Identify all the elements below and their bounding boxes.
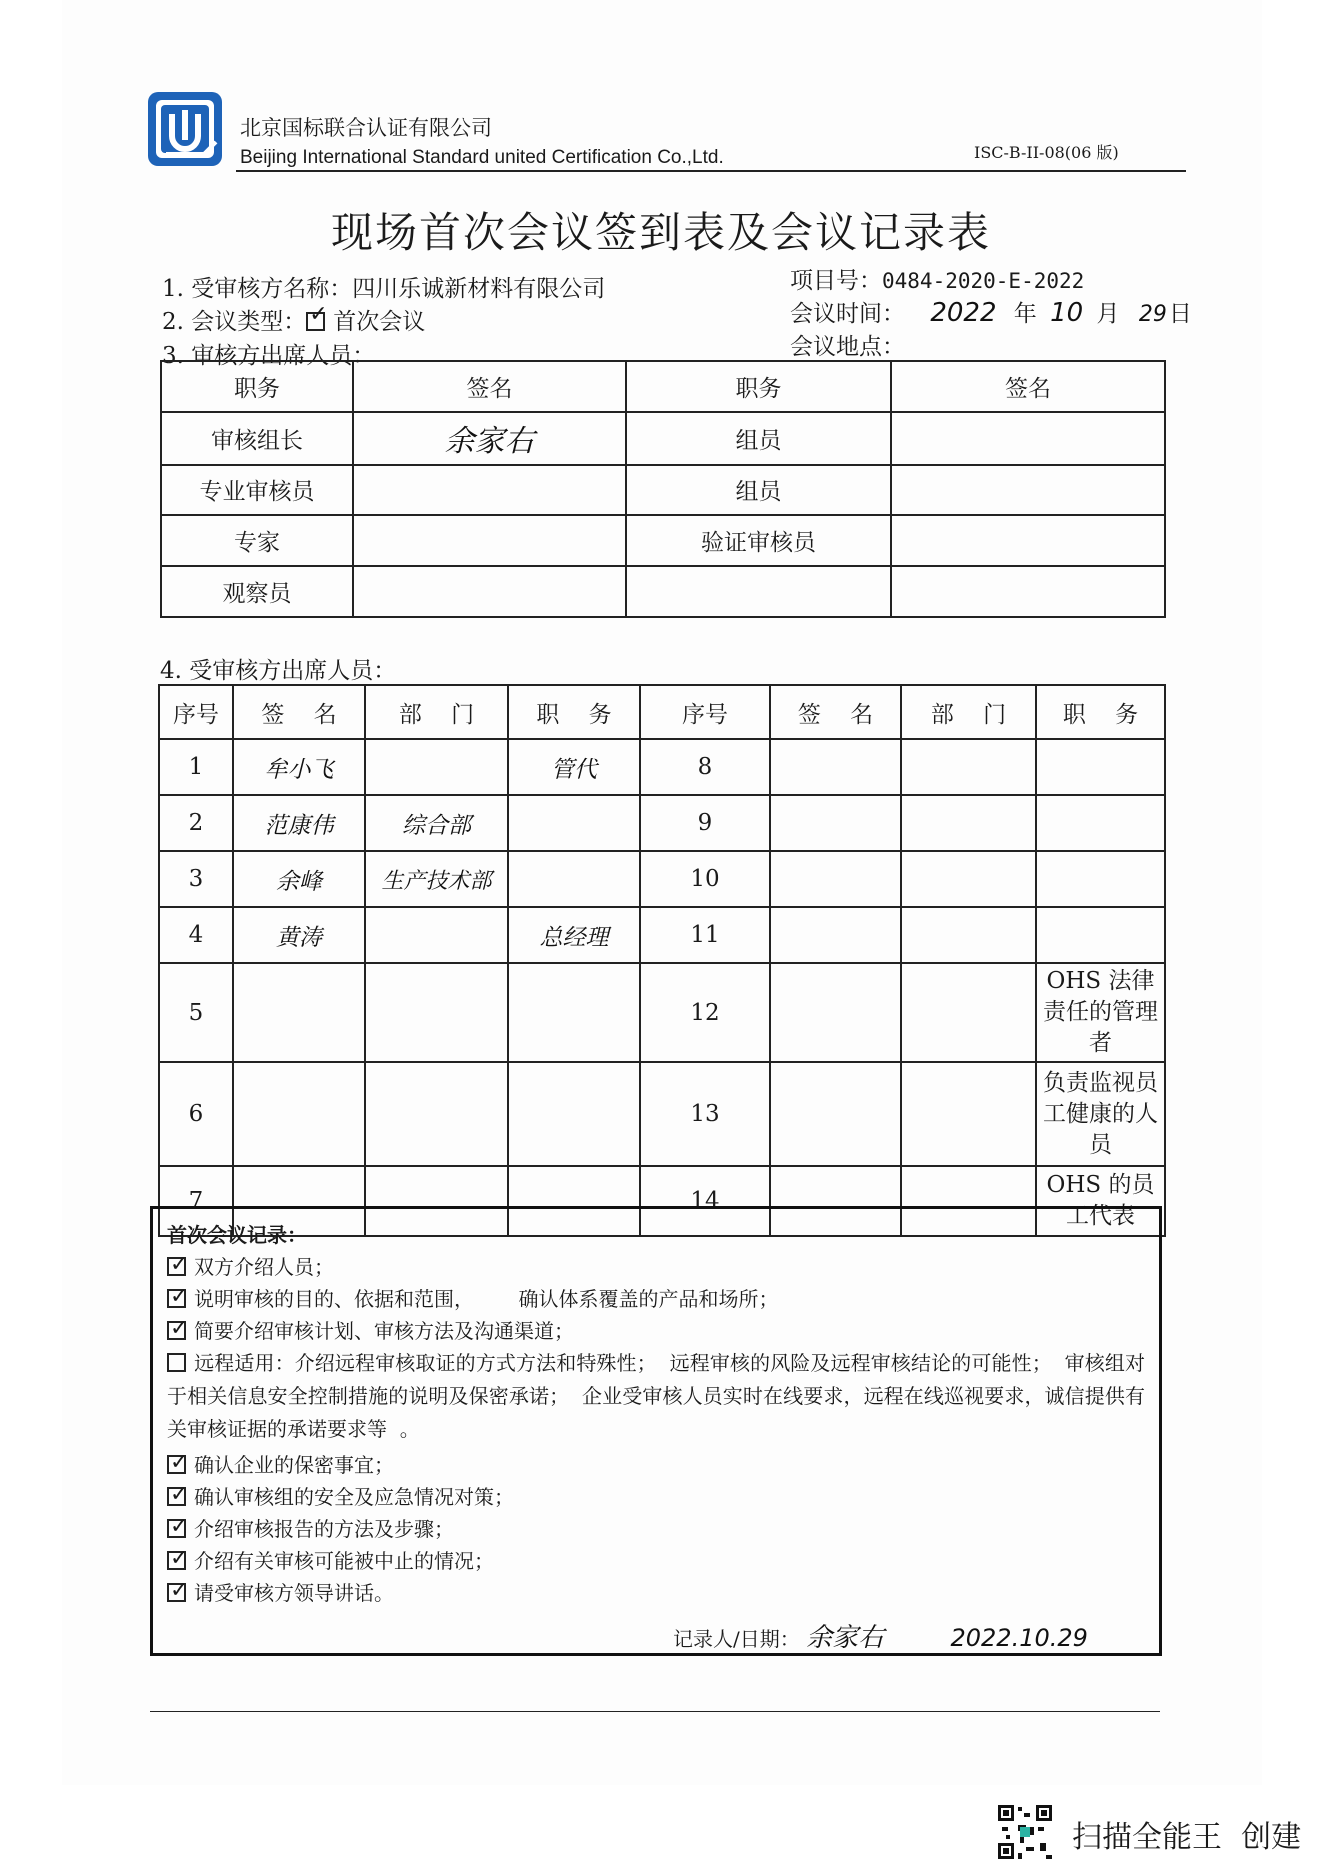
meeting-type-row (162, 303, 425, 336)
position-cell[interactable] (1036, 907, 1165, 963)
row-number: 4 (159, 907, 233, 963)
role-cell: 观察员 (161, 566, 353, 617)
checkbox[interactable] (167, 1353, 186, 1372)
signature-cell[interactable] (891, 515, 1165, 566)
header-sign-left: 签名 (353, 361, 626, 412)
minutes-item-text: 简要介绍审核计划、审核方法及沟通渠道； (194, 1319, 574, 1343)
role-cell: 审核组长 (161, 412, 353, 465)
checkbox[interactable] (167, 1487, 186, 1506)
header-no-right: 序号 (640, 685, 770, 739)
minutes-item (167, 1283, 1145, 1315)
minutes-item (167, 1449, 1145, 1481)
row-number: 12 (640, 963, 770, 1062)
department-cell[interactable] (901, 963, 1036, 1062)
company-logo (146, 90, 224, 168)
role-cell: 专家 (161, 515, 353, 566)
table-row (161, 515, 1165, 566)
auditee-attendees-label: 4. 受审核方出席人员： (160, 658, 397, 684)
signature-cell[interactable] (770, 1062, 901, 1166)
minutes-item-text: 请受审核方领导讲话。 (194, 1581, 394, 1605)
department-cell[interactable] (901, 851, 1036, 907)
role-cell: 专业审核员 (161, 465, 353, 516)
row-number: 6 (159, 1062, 233, 1166)
table-row (161, 465, 1165, 516)
signature-cell[interactable]: 牟小飞 (233, 739, 365, 795)
table-row (159, 907, 1165, 963)
table-row (161, 566, 1165, 617)
meeting-place-row (790, 328, 905, 361)
meeting-type-label: 2. 会议类型： (162, 309, 307, 335)
signature-cell[interactable] (233, 963, 365, 1062)
minutes-title: 首次会议记录： (167, 1223, 307, 1247)
table-row (159, 739, 1165, 795)
form-title: 现场首次会议签到表及会议记录表 (330, 208, 991, 257)
minutes-item-text: 确认审核组的安全及应急情况对策； (194, 1485, 514, 1509)
header-dept-left: 部 门 (365, 685, 508, 739)
minutes-item-text: 确认企业的保密事宜； (194, 1453, 394, 1477)
project-number-value: 0484-2020-E-2022 (882, 269, 1085, 293)
department-cell[interactable] (901, 907, 1036, 963)
recorder-label: 记录人/日期： (673, 1627, 800, 1651)
row-number: 3 (159, 851, 233, 907)
position-cell[interactable] (508, 795, 640, 851)
signature-cell[interactable]: 余峰 (233, 851, 365, 907)
header-role-left: 职 务 (508, 685, 640, 739)
table-row (159, 1062, 1165, 1166)
row-number: 9 (640, 795, 770, 851)
qr-code-icon (996, 1803, 1054, 1861)
auditee-name-value: 四川乐诚新材料有限公司 (352, 276, 606, 302)
position-cell[interactable] (1036, 739, 1165, 795)
department-cell[interactable]: 综合部 (365, 795, 508, 851)
signature-cell[interactable] (353, 465, 626, 516)
auditee-attendee-table (158, 684, 1166, 1237)
minutes-item (167, 1545, 1145, 1577)
company-name-en: Beijing International Standard united Certification Co.,Ltd. (240, 147, 724, 168)
meeting-minutes-box (150, 1206, 1162, 1656)
signature-cell[interactable] (770, 963, 901, 1062)
row-number: 1 (159, 739, 233, 795)
recorder-row (673, 1617, 1088, 1654)
row-number: 5 (159, 963, 233, 1062)
bottom-rule (150, 1711, 1160, 1712)
checkbox[interactable] (167, 1583, 186, 1602)
minutes-item-text: 介绍有关审核可能被中止的情况； (194, 1549, 494, 1573)
minutes-item (167, 1251, 1145, 1283)
table-row (161, 412, 1165, 465)
header-role-left: 职务 (161, 361, 353, 412)
header-sign-left: 签 名 (233, 685, 365, 739)
role-cell: 组员 (626, 412, 891, 465)
minutes-item (167, 1315, 1145, 1347)
role-cell: 验证审核员 (626, 515, 891, 566)
meeting-year-handwritten: 2022 (930, 298, 997, 328)
recorder-date[interactable]: 2022.10.29 (950, 1624, 1088, 1652)
meeting-time-label: 会议时间： (790, 301, 905, 327)
header-no-left: 序号 (159, 685, 233, 739)
minutes-item-text: 远程适用：介绍远程审核取证的方式方法和特殊性； 远程审核的风险及远程审核结论的可能性； 审核组对于相关信息安全控制措施的说明及保密承诺； 企业受审核人员实时在线要求，远程在线巡视要求，诚信提供有关审核证据的承诺要求等 。 (167, 1351, 1145, 1441)
row-number: 11 (640, 907, 770, 963)
table-row (159, 795, 1165, 851)
department-cell[interactable] (365, 739, 508, 795)
day-unit: 日 (1168, 301, 1192, 327)
department-cell[interactable] (901, 795, 1036, 851)
minutes-item (167, 1481, 1145, 1513)
year-unit: 年 (1013, 301, 1037, 327)
auditee-name-label: 1. 受审核方名称： (162, 276, 353, 302)
signature-cell[interactable] (770, 795, 901, 851)
minutes-item (167, 1347, 1145, 1446)
month-unit: 月 (1096, 301, 1120, 327)
position-cell[interactable]: OHS 的员工代表 (1036, 1166, 1165, 1236)
scanner-watermark: 扫描全能王 创建 (1072, 1820, 1302, 1855)
meeting-month-handwritten: 10 (1050, 298, 1084, 328)
meeting-place-label: 会议地点： (790, 334, 905, 360)
role-cell: 组员 (626, 465, 891, 516)
row-number: 2 (159, 795, 233, 851)
signature-cell[interactable]: 黄涛 (233, 907, 365, 963)
checkbox[interactable] (167, 1289, 186, 1308)
minutes-item-text: 介绍审核报告的方法及步骤； (194, 1517, 454, 1541)
recorder-signature[interactable]: 余家右 (806, 1623, 885, 1653)
row-number: 10 (640, 851, 770, 907)
minutes-item (167, 1577, 1145, 1609)
position-cell[interactable] (1036, 851, 1165, 907)
project-number-label: 项目号： (790, 268, 882, 294)
row-number: 7 (159, 1166, 233, 1236)
checkbox[interactable] (167, 1551, 186, 1570)
row-number: 13 (640, 1062, 770, 1166)
position-cell[interactable] (508, 1062, 640, 1166)
signature-cell[interactable] (891, 465, 1165, 516)
signature-cell[interactable] (891, 412, 1165, 465)
position-cell[interactable] (1036, 795, 1165, 851)
meeting-type-value: 首次会议 (333, 309, 426, 335)
signature-cell[interactable] (233, 1062, 365, 1166)
document-code: ISC-B-II-08(06 版) (974, 143, 1119, 162)
department-cell[interactable]: 生产技术部 (365, 851, 508, 907)
signature-cell[interactable]: 余家右 (353, 412, 626, 465)
minutes-item (167, 1513, 1145, 1545)
department-cell[interactable] (365, 1062, 508, 1166)
role-cell (626, 566, 891, 617)
position-cell[interactable]: 管代 (508, 739, 640, 795)
meeting-time-row (790, 295, 1192, 328)
signature-cell[interactable]: 范康伟 (233, 795, 365, 851)
signature-cell[interactable] (770, 739, 901, 795)
signature-cell[interactable] (353, 515, 626, 566)
signature-cell[interactable] (891, 566, 1165, 617)
position-cell[interactable]: OHS 法律责任的管理者 (1036, 963, 1165, 1062)
header-sign-right: 签 名 (770, 685, 901, 739)
company-name-cn: 北京国标联合认证有限公司 (240, 116, 492, 140)
table-row (159, 851, 1165, 907)
audit-team-label: 3. 审核方出席人员： (162, 343, 376, 369)
position-cell[interactable] (508, 851, 640, 907)
audit-team-table (160, 360, 1166, 618)
checkbox[interactable] (167, 1455, 186, 1474)
row-number: 8 (640, 739, 770, 795)
department-cell[interactable] (365, 963, 508, 1062)
auditee-name-row (162, 270, 605, 303)
header-dept-right: 部 门 (901, 685, 1036, 739)
meeting-type-checkbox[interactable] (306, 312, 325, 331)
header-rule (236, 170, 1186, 172)
minutes-item-text: 双方介绍人员； (194, 1255, 334, 1279)
project-number-row (790, 262, 1084, 295)
row-number: 14 (640, 1166, 770, 1236)
header-role-right: 职务 (626, 361, 891, 412)
minutes-item-text: 说明审核的目的、依据和范围， 确认体系覆盖的产品和场所； (194, 1287, 779, 1311)
position-cell[interactable]: 总经理 (508, 907, 640, 963)
meeting-day-handwritten: 29 (1138, 302, 1167, 327)
signature-cell[interactable] (770, 851, 901, 907)
department-cell[interactable] (901, 739, 1036, 795)
header-role-right: 职 务 (1036, 685, 1165, 739)
table-row (159, 963, 1165, 1062)
checkbox[interactable] (167, 1519, 186, 1538)
checkbox[interactable] (167, 1257, 186, 1276)
department-cell[interactable] (365, 907, 508, 963)
checkbox[interactable] (167, 1321, 186, 1340)
department-cell[interactable] (901, 1062, 1036, 1166)
signature-cell[interactable] (353, 566, 626, 617)
position-cell[interactable] (508, 963, 640, 1062)
position-cell[interactable]: 负责监视员工健康的人员 (1036, 1062, 1165, 1166)
header-sign-right: 签名 (891, 361, 1165, 412)
signature-cell[interactable] (770, 907, 901, 963)
